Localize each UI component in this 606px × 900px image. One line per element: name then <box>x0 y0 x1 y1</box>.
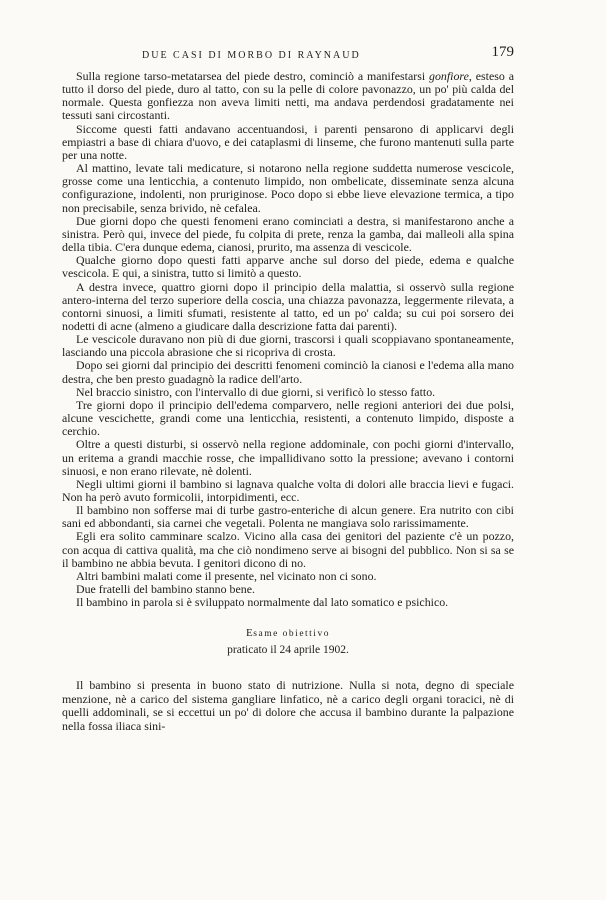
book-page <box>62 44 514 733</box>
exam-text <box>62 679 514 733</box>
paragraph: Sulla regione tarso-metatarsea del piede destro, cominciò a manifestarsi gonfiore, esteso a tutto il dorso del piede, duro al tatto, con su la pelle di colore pavonazzo, un po' più calda del normale. Questa gonfiezza non aveva limiti netti, ma andava perdendosi gradatamente nei tessuti sani circostanti. <box>62 69 514 123</box>
paragraph: Siccome questi fatti andavano accentuandosi, i parenti pensarono di applicarvi degli empiastri a base di chiara d'uovo, e dei cataplasmi di linseme, che furono mantenuti sulla parte per una notte. <box>62 121 514 162</box>
paragraph: Altri bambini malati come il presente, nel vicinato non ci sono. <box>76 568 377 583</box>
paragraph: Egli era solito camminare scalzo. Vicino alla casa dei genitori del paziente c'è un pozzo, con acqua di cattiva qualità, ma che ciò nondimeno serve ai bisogni del pubblico. Non si sa se il bambino ne abbia bevuta. I genitori dicono di no. <box>62 529 514 570</box>
paragraph: Due fratelli del bambino stanno bene. <box>76 582 255 597</box>
paragraph: Qualche giorno dopo questi fatti apparve anche sul dorso del piede, edema e qualche vescicola. E qui, a sinistra, tutto si limitò a questo. <box>62 253 514 281</box>
paragraph: Due giorni dopo che questi fenomeni erano cominciati a destra, si manifestarono anche a sinistra. Però qui, invece del piede, fu colpita di prete, renza la gamba, dai malleoli alla spina della tibia. C'era dunque edema, cianosi, prurito, ma assenza di vescicole. <box>62 213 514 255</box>
paragraph: A destra invece, quattro giorni dopo il principio della malattia, si osservò sulla regione antero-interna del terzo superiore della coscia, una chiazza pavonazza, leggermente rilevata, a contorni sinuosi, a limiti sfumati, resistente al tatto, ed un po' calda; su cui poi sorsero dei nodetti di acne (almeno a giudicare dalla descrizione fatta dai parenti). <box>62 279 514 333</box>
section-title: Esame obiettivo <box>246 627 330 640</box>
paragraph: Il bambino in parola si è sviluppato normalmente dal lato somatico e psichico. <box>76 595 449 610</box>
paragraph: Nel braccio sinistro, con l'intervallo di due giorni, si verificò lo stesso fatto. <box>76 384 436 399</box>
paragraph: Dopo sei giorni dal principio dei descritti fenomeni cominciò la cianosi e l'edema alla mano destra, che ben presto guadagnò la radice dell'arto. <box>62 358 514 386</box>
section-subtitle: praticato il 24 aprile 1902. <box>227 644 349 657</box>
italic-term: gonfiore <box>429 69 469 83</box>
paragraph: Le vescicole duravano non più di due giorni, trascorsi i quali scoppiavano spontaneamente, lasciando una piccola abrasione che si ricopriva di crosta. <box>62 332 514 360</box>
paragraph: Tre giorni dopo il principio dell'edema comparvero, nelle regioni anteriori dei due polsi, alcune vescichette, grandi come una lenticchia, resistenti, a contenuto limpido, disposte a cerchio. <box>62 397 514 439</box>
paragraph: Il bambino si presenta in buono stato di nutrizione. Nulla si nota, degno di speciale menzione, nè a carico del sistema gangliare linfatico, nè a carico degli organi toracici, nè di quelli addominali, se si eccettui un po' di dolore che accusa il bambino durante la palpazione nella fossa iliaca sini- <box>62 678 514 733</box>
body-text <box>62 70 514 609</box>
paragraph: Oltre a questi disturbi, si osservò nella regione addominale, con pochi giorni d'intervallo, un eritema a grandi macchie rosse, che impallidivano sotto la pressione; avevano i contorni sinuosi, e non erano rilevate, nè dolenti. <box>62 437 514 478</box>
page-header <box>62 44 514 66</box>
running-title: DUE CASI DI MORBO DI RAYNAUD <box>142 50 361 61</box>
paragraph: Al mattino, levate tali medicature, si notarono nella regione suddetta numerose vescicole, grosse come una lenticchia, a contenuto limpido, non ombelicate, disseminate senza alcuna configurazione, indolenti, non pruriginose. Poco dopo si ebbe lieve elevazione termica, a tipo non precisabile, senza brivido, nè cefalea. <box>62 161 514 215</box>
page-number: 179 <box>491 44 514 60</box>
paragraph: Negli ultimi giorni il bambino si lagnava qualche volta di dolori alle braccia lievi e fugaci. Non ha però avuto formicolii, intorpidimenti, ecc. <box>62 476 514 504</box>
paragraph: Il bambino non sofferse mai di turbe gastro-enteriche di alcun genere. Era nutrito con cibi sani ed abbondanti, sia carnei che vegetali. Polenta ne mangiava solo rarissimamente. <box>62 503 514 531</box>
